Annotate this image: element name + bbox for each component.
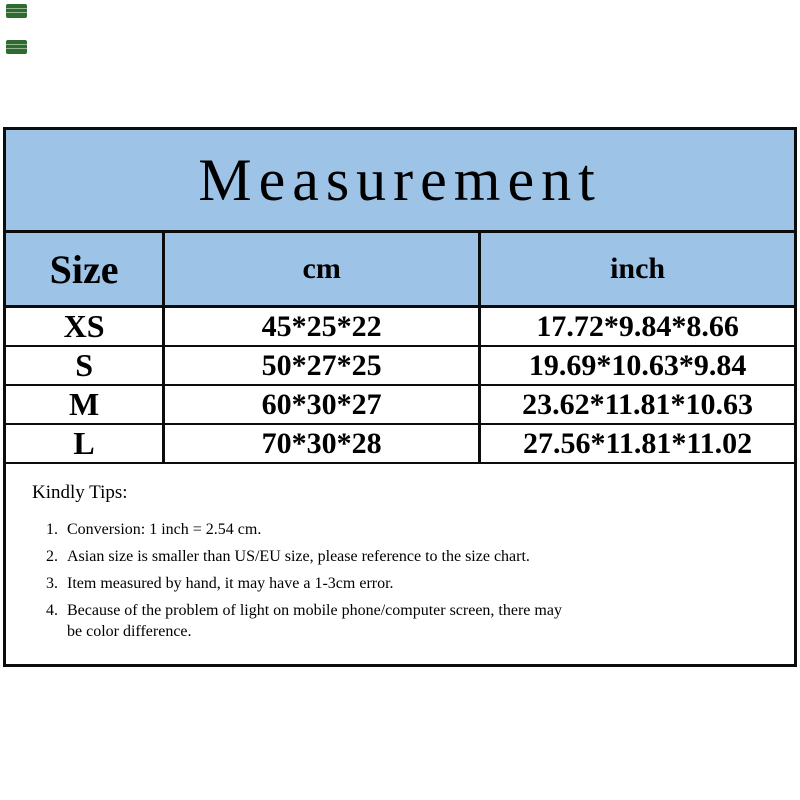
column-header-size: Size [6, 233, 165, 305]
tip-item: 3. Item measured by hand, it may have a 1-3cm error. [62, 573, 562, 594]
cm-cell: 45*25*22 [165, 308, 481, 345]
tip-item: 2. Asian size is smaller than US/EU size, please reference to the size chart. [62, 546, 562, 567]
column-header-inch: inch [610, 252, 666, 285]
tips-list [32, 519, 562, 642]
size-cell: M [6, 386, 165, 423]
inch-cell: 23.62*11.81*10.63 [522, 387, 753, 421]
tips-heading: Kindly Tips: [32, 482, 128, 503]
watermark-speck-icon [6, 40, 27, 54]
inch-cell: 27.56*11.81*11.02 [522, 426, 753, 460]
tip-item: 1. Conversion: 1 inch = 2.54 cm. [62, 519, 562, 540]
cm-cell: 70*30*28 [165, 425, 481, 462]
table-row-m [6, 386, 794, 425]
inch-cell: 19.69*10.63*9.84 [528, 348, 747, 382]
size-cell: L [6, 425, 165, 462]
size-cell: S [6, 347, 165, 384]
tips-section [6, 464, 794, 642]
size-cell: XS [6, 308, 165, 345]
inch-cell: 17.72*9.84*8.66 [536, 309, 739, 343]
watermark-speck-icon [6, 4, 27, 18]
title-band [6, 130, 794, 233]
measurement-table [3, 127, 797, 667]
tip-item: 4. Because of the problem of light on mobile phone/computer screen, there may be color difference. [62, 600, 562, 642]
cm-cell: 60*30*27 [165, 386, 481, 423]
table-header-row [6, 233, 794, 308]
table-row-l [6, 425, 794, 464]
cm-cell: 50*27*25 [165, 347, 481, 384]
page-title: Measurement [198, 146, 602, 213]
table-row-xs [6, 308, 794, 347]
table-row-s [6, 347, 794, 386]
column-header-cm: cm [165, 233, 481, 305]
